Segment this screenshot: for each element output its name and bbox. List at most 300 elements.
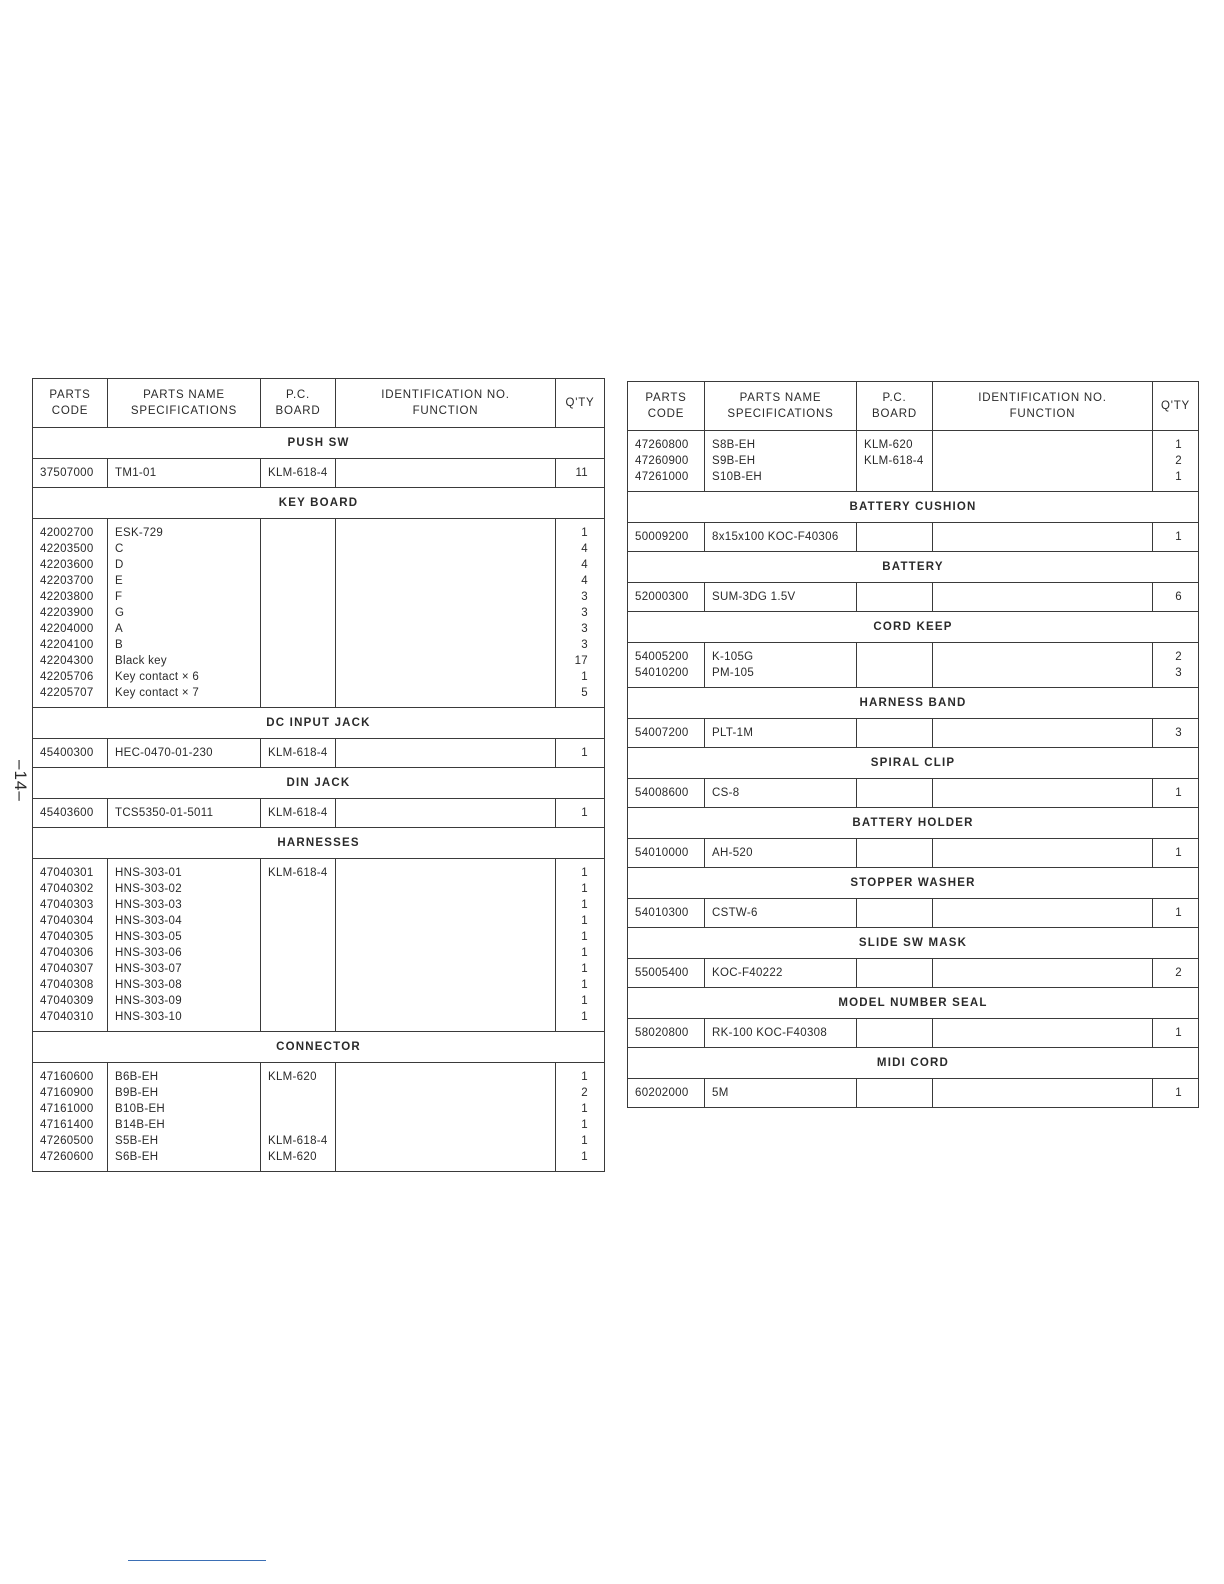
quantity: 3	[1175, 727, 1182, 739]
quantity-cell	[556, 739, 605, 768]
part-name: 8x15x100 KOC-F40306	[712, 531, 839, 543]
section-title: KEY BOARD	[33, 488, 605, 519]
part-code: 47040301	[40, 867, 94, 879]
part-name: KOC-F40222	[712, 967, 783, 979]
part-name: D	[115, 559, 124, 571]
part-name-cell	[705, 1019, 857, 1048]
header-row	[33, 379, 605, 428]
section-row-harness-band	[628, 688, 1199, 719]
part-name: K-105G	[712, 651, 754, 663]
quantity: 3	[581, 607, 588, 619]
pc-board	[268, 961, 328, 977]
section-title: CONNECTOR	[33, 1032, 605, 1063]
identification-cell	[336, 859, 556, 1032]
pc-board: KLM-618-4	[268, 467, 328, 479]
part-name: C	[115, 543, 124, 555]
part-code: 47260500	[40, 1135, 94, 1147]
quantity: 1	[1175, 1027, 1182, 1039]
part-code: 47040308	[40, 979, 94, 991]
part-code: 47161000	[40, 1103, 94, 1115]
header-parts-code: PARTS CODE	[33, 379, 108, 428]
section-row-connector	[33, 1032, 605, 1063]
quantity: 6	[1175, 591, 1182, 603]
header-pc-board: P.C. BOARD	[261, 379, 336, 428]
part-code: 60202000	[635, 1087, 689, 1099]
pc-board	[864, 1025, 925, 1041]
part-name-cell	[108, 519, 261, 708]
quantity: 11	[575, 467, 588, 479]
part-code: 54005200	[635, 651, 689, 663]
pc-board-cell	[857, 431, 933, 492]
quantity: 1	[581, 963, 588, 975]
part-name: HNS-303-10	[115, 1011, 182, 1023]
pc-board: KLM-620	[864, 439, 913, 451]
section-title: BATTERY	[628, 552, 1199, 583]
part-code: 42205707	[40, 687, 94, 699]
part-code-cell	[628, 1019, 705, 1048]
parts-group-row	[628, 899, 1199, 928]
identification-cell	[336, 519, 556, 708]
pc-board-cell	[857, 779, 933, 808]
identification-cell	[933, 523, 1153, 552]
part-code: 47160900	[40, 1087, 94, 1099]
identification-cell	[933, 839, 1153, 868]
table-body-right	[628, 431, 1199, 1108]
pc-board: KLM-618-4	[268, 747, 328, 759]
part-code: 47040304	[40, 915, 94, 927]
section-title: DC INPUT JACK	[33, 708, 605, 739]
quantity-cell	[1153, 719, 1199, 748]
parts-group-row	[33, 859, 605, 1032]
part-name: B14B-EH	[115, 1119, 166, 1131]
section-row-slide-sw-mask	[628, 928, 1199, 959]
part-code: 54010300	[635, 907, 689, 919]
part-code-cell	[628, 583, 705, 612]
part-name: A	[115, 623, 123, 635]
part-code: 55005400	[635, 967, 689, 979]
parts-group-row	[628, 1079, 1199, 1108]
part-code-cell	[628, 959, 705, 988]
part-code-cell	[628, 719, 705, 748]
quantity: 1	[1175, 907, 1182, 919]
part-name: HNS-303-06	[115, 947, 182, 959]
part-name: AH-520	[712, 847, 753, 859]
part-code: 42204000	[40, 623, 94, 635]
pc-board-cell	[857, 1019, 933, 1048]
part-code: 47040309	[40, 995, 94, 1007]
quantity: 1	[581, 807, 588, 819]
header-qty: Q'TY	[1153, 382, 1199, 431]
quantity: 4	[581, 559, 588, 571]
quantity: 1	[581, 979, 588, 991]
quantity: 1	[1175, 439, 1182, 451]
part-code-cell	[33, 1063, 108, 1172]
identification-cell	[336, 739, 556, 768]
pc-board-cell	[261, 519, 336, 708]
part-code: 47040310	[40, 1011, 94, 1023]
part-name: RK-100 KOC-F40308	[712, 1027, 828, 1039]
part-name-cell	[705, 719, 857, 748]
quantity: 1	[581, 747, 588, 759]
pc-board	[268, 945, 328, 961]
pc-board	[864, 965, 925, 981]
part-code: 42002700	[40, 527, 94, 539]
quantity: 1	[1175, 847, 1182, 859]
part-code: 42203900	[40, 607, 94, 619]
part-code-cell	[628, 899, 705, 928]
pc-board-cell	[857, 1079, 933, 1108]
part-name-cell	[705, 583, 857, 612]
pc-board	[268, 1101, 328, 1117]
part-code-cell	[33, 519, 108, 708]
section-row-battery-holder	[628, 808, 1199, 839]
section-title: SPIRAL CLIP	[628, 748, 1199, 779]
section-row-cord-keep	[628, 612, 1199, 643]
parts-group-row	[33, 799, 605, 828]
section-row-battery	[628, 552, 1199, 583]
quantity-cell	[1153, 523, 1199, 552]
part-name: ESK-729	[115, 527, 164, 539]
quantity: 1	[581, 1011, 588, 1023]
quantity: 17	[574, 655, 588, 667]
pc-board: KLM-618-4	[268, 1135, 328, 1147]
section-row-push-sw	[33, 428, 605, 459]
part-name-cell	[108, 799, 261, 828]
part-name: TM1-01	[115, 467, 157, 479]
part-name: CS-8	[712, 787, 740, 799]
part-code: 47260800	[635, 439, 689, 451]
part-code: 47040305	[40, 931, 94, 943]
pc-board	[864, 785, 925, 801]
part-name: B10B-EH	[115, 1103, 166, 1115]
quantity: 1	[581, 1071, 588, 1083]
pc-board-cell	[857, 839, 933, 868]
parts-group-row	[628, 779, 1199, 808]
part-name: F	[115, 591, 123, 603]
pc-board	[864, 725, 925, 741]
part-code-cell	[33, 859, 108, 1032]
part-code: 54010200	[635, 667, 689, 679]
pc-board	[268, 913, 328, 929]
part-code: 42204100	[40, 639, 94, 651]
pc-board	[864, 469, 925, 485]
header-pc-board: P.C. BOARD	[857, 382, 933, 431]
identification-cell	[933, 779, 1153, 808]
quantity-cell	[556, 459, 605, 488]
part-code: 47261000	[635, 471, 689, 483]
part-name-cell	[705, 839, 857, 868]
identification-cell	[933, 719, 1153, 748]
part-name: B9B-EH	[115, 1087, 159, 1099]
part-name: Black key	[115, 655, 167, 667]
parts-group-row	[628, 523, 1199, 552]
pc-board: KLM-620	[268, 1151, 317, 1163]
quantity-cell	[1153, 1079, 1199, 1108]
section-title: BATTERY HOLDER	[628, 808, 1199, 839]
part-name-cell	[108, 459, 261, 488]
pc-board-cell	[857, 583, 933, 612]
pc-board: KLM-618-4	[864, 455, 924, 467]
quantity-cell	[1153, 1019, 1199, 1048]
part-code: 47040306	[40, 947, 94, 959]
part-code: 42203500	[40, 543, 94, 555]
quantity: 1	[581, 1151, 588, 1163]
pc-board	[268, 541, 328, 557]
part-name: S8B-EH	[712, 439, 756, 451]
part-name: HNS-303-07	[115, 963, 182, 975]
part-code: 54008600	[635, 787, 689, 799]
section-row-din-jack	[33, 768, 605, 799]
pc-board	[268, 605, 328, 621]
pc-board-cell	[857, 719, 933, 748]
table-body-left	[33, 428, 605, 1172]
pc-board	[864, 1085, 925, 1101]
section-title: DIN JACK	[33, 768, 605, 799]
identification-cell	[336, 799, 556, 828]
pc-board	[864, 529, 925, 545]
quantity-cell	[556, 859, 605, 1032]
pc-board	[864, 665, 925, 681]
header-parts-name: PARTS NAME SPECIFICATIONS	[705, 382, 857, 431]
part-name-cell	[705, 523, 857, 552]
quantity: 2	[1175, 967, 1182, 979]
pc-board	[268, 1117, 328, 1133]
quantity: 1	[581, 995, 588, 1007]
part-name: HNS-303-05	[115, 931, 182, 943]
quantity: 1	[581, 883, 588, 895]
part-name: HNS-303-09	[115, 995, 182, 1007]
header-parts-name: PARTS NAME SPECIFICATIONS	[108, 379, 261, 428]
parts-group-row	[628, 1019, 1199, 1048]
pc-board-cell	[857, 523, 933, 552]
quantity: 1	[581, 1135, 588, 1147]
parts-group-row	[628, 431, 1199, 492]
part-name: S6B-EH	[115, 1151, 159, 1163]
pc-board	[268, 685, 328, 701]
part-name: HNS-303-08	[115, 979, 182, 991]
quantity: 1	[581, 899, 588, 911]
quantity-cell	[1153, 643, 1199, 688]
header-identification: IDENTIFICATION NO. FUNCTION	[336, 379, 556, 428]
pc-board	[268, 1085, 328, 1101]
part-code-cell	[628, 1079, 705, 1108]
part-code: 42204300	[40, 655, 94, 667]
part-name: Key contact × 6	[115, 671, 200, 683]
section-title: HARNESSES	[33, 828, 605, 859]
quantity-cell	[1153, 839, 1199, 868]
quantity: 1	[581, 915, 588, 927]
pc-board	[864, 649, 925, 665]
quantity: 1	[1175, 787, 1182, 799]
quantity: 2	[1175, 651, 1182, 663]
part-name: S5B-EH	[115, 1135, 159, 1147]
parts-group-row	[628, 583, 1199, 612]
identification-cell	[933, 643, 1153, 688]
quantity: 1	[581, 947, 588, 959]
section-title: STOPPER WASHER	[628, 868, 1199, 899]
identification-cell	[933, 583, 1153, 612]
pc-board	[268, 993, 328, 1009]
pc-board-cell	[857, 959, 933, 988]
part-name-cell	[705, 779, 857, 808]
part-code: 42203800	[40, 591, 94, 603]
part-code-cell	[628, 523, 705, 552]
part-code: 45400300	[40, 747, 94, 759]
quantity-cell	[1153, 583, 1199, 612]
quantity: 1	[1175, 1087, 1182, 1099]
parts-table-left	[32, 378, 605, 1172]
part-code: 47040302	[40, 883, 94, 895]
parts-group-row	[33, 459, 605, 488]
parts-group-row	[33, 519, 605, 708]
pc-board	[268, 881, 328, 897]
part-code: 52000300	[635, 591, 689, 603]
pc-board	[268, 653, 328, 669]
part-name-cell	[705, 431, 857, 492]
part-code: 47040303	[40, 899, 94, 911]
pc-board: KLM-618-4	[268, 807, 328, 819]
quantity: 2	[581, 1087, 588, 1099]
part-code: 47260900	[635, 455, 689, 467]
parts-group-row	[628, 839, 1199, 868]
pc-board	[268, 897, 328, 913]
quantity: 3	[581, 591, 588, 603]
part-name-cell	[705, 899, 857, 928]
part-name: B6B-EH	[115, 1071, 159, 1083]
pc-board	[268, 929, 328, 945]
pc-board: KLM-618-4	[268, 867, 328, 879]
part-name: S10B-EH	[712, 471, 763, 483]
part-name: HNS-303-03	[115, 899, 182, 911]
pc-board	[268, 525, 328, 541]
part-name: E	[115, 575, 123, 587]
parts-group-row	[33, 1063, 605, 1172]
section-title: MIDI CORD	[628, 1048, 1199, 1079]
quantity: 4	[581, 575, 588, 587]
part-code: 42203600	[40, 559, 94, 571]
section-row-key-board	[33, 488, 605, 519]
part-code: 58020800	[635, 1027, 689, 1039]
part-name: HNS-303-01	[115, 867, 182, 879]
quantity-cell	[1153, 959, 1199, 988]
part-name: PLT-1M	[712, 727, 754, 739]
identification-cell	[336, 1063, 556, 1172]
part-code: 47161400	[40, 1119, 94, 1131]
section-title: PUSH SW	[33, 428, 605, 459]
part-code: 47160600	[40, 1071, 94, 1083]
quantity-cell	[556, 1063, 605, 1172]
section-title: BATTERY CUSHION	[628, 492, 1199, 523]
pc-board	[268, 637, 328, 653]
part-code: 37507000	[40, 467, 94, 479]
quantity: 2	[1175, 455, 1182, 467]
header-qty: Q'TY	[556, 379, 605, 428]
part-code: 50009200	[635, 531, 689, 543]
pc-board	[268, 1009, 328, 1025]
quantity: 1	[581, 867, 588, 879]
part-code-cell	[628, 839, 705, 868]
header-row	[628, 382, 1199, 431]
part-name: B	[115, 639, 123, 651]
quantity-cell	[1153, 779, 1199, 808]
section-title: CORD KEEP	[628, 612, 1199, 643]
section-row-spiral-clip	[628, 748, 1199, 779]
parts-group-row	[628, 959, 1199, 988]
part-code: 42205706	[40, 671, 94, 683]
section-title: MODEL NUMBER SEAL	[628, 988, 1199, 1019]
pc-board	[268, 669, 328, 685]
pc-board	[268, 589, 328, 605]
section-title: SLIDE SW MASK	[628, 928, 1199, 959]
part-name: HNS-303-04	[115, 915, 182, 927]
parts-table-right	[627, 381, 1199, 1108]
pc-board-cell	[857, 899, 933, 928]
pc-board-cell	[261, 459, 336, 488]
parts-group-row	[628, 719, 1199, 748]
quantity: 1	[581, 1119, 588, 1131]
part-name-cell	[705, 1079, 857, 1108]
quantity-cell	[1153, 431, 1199, 492]
quantity: 1	[581, 931, 588, 943]
part-name: HEC-0470-01-230	[115, 747, 213, 759]
part-name: TCS5350-01-5011	[115, 807, 214, 819]
identification-cell	[336, 459, 556, 488]
part-code: 54010000	[635, 847, 689, 859]
pc-board-cell	[261, 739, 336, 768]
identification-cell	[933, 431, 1153, 492]
page-number: –14–	[11, 760, 30, 802]
quantity: 3	[1175, 667, 1182, 679]
section-row-dc-input-jack	[33, 708, 605, 739]
part-code-cell	[33, 739, 108, 768]
pc-board	[268, 573, 328, 589]
part-name-cell	[108, 739, 261, 768]
quantity: 1	[581, 527, 588, 539]
section-row-harnesses	[33, 828, 605, 859]
pc-board	[864, 905, 925, 921]
pc-board: KLM-620	[268, 1071, 317, 1083]
part-name: S9B-EH	[712, 455, 756, 467]
part-name: PM-105	[712, 667, 755, 679]
part-name-cell	[108, 859, 261, 1032]
identification-cell	[933, 959, 1153, 988]
parts-group-row	[33, 739, 605, 768]
section-title: HARNESS BAND	[628, 688, 1199, 719]
part-code: 42203700	[40, 575, 94, 587]
identification-cell	[933, 899, 1153, 928]
part-name: CSTW-6	[712, 907, 758, 919]
header-identification: IDENTIFICATION NO. FUNCTION	[933, 382, 1153, 431]
quantity: 4	[581, 543, 588, 555]
quantity: 1	[581, 1103, 588, 1115]
quantity: 1	[1175, 471, 1182, 483]
part-name: HNS-303-02	[115, 883, 182, 895]
quantity-cell	[556, 519, 605, 708]
part-code-cell	[628, 431, 705, 492]
parts-group-row	[628, 643, 1199, 688]
section-row-stopper-washer	[628, 868, 1199, 899]
part-name: G	[115, 607, 125, 619]
part-name-cell	[705, 959, 857, 988]
quantity: 1	[1175, 531, 1182, 543]
pc-board	[268, 557, 328, 573]
quantity-cell	[556, 799, 605, 828]
section-row-battery-cushion	[628, 492, 1199, 523]
identification-cell	[933, 1079, 1153, 1108]
pc-board-cell	[261, 799, 336, 828]
part-code: 47260600	[40, 1151, 94, 1163]
footer-rule	[128, 1560, 266, 1561]
